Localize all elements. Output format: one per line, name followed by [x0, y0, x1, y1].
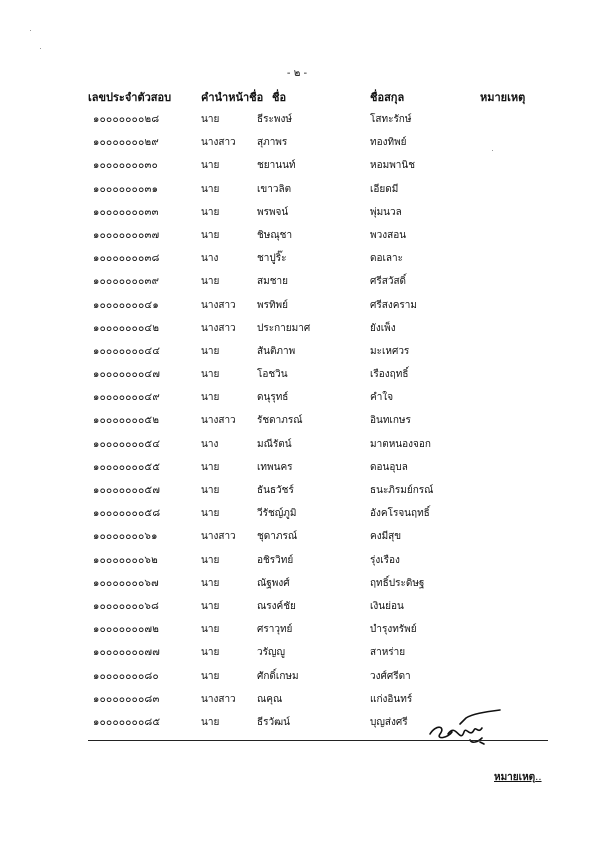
table-row [0, 645, 594, 668]
first-name-cell: เทพนคร [257, 461, 293, 473]
last-name-cell: แก่งอินทร์ [370, 693, 413, 705]
last-name-cell: เรืองฤทธิ์ [370, 369, 409, 381]
title-cell: นาย [201, 461, 220, 473]
first-name-cell: มณีรัตน์ [257, 438, 292, 450]
table-row [0, 576, 594, 599]
last-name-cell: ฤทธิ์ประดิษฐ [370, 577, 425, 589]
last-name-cell: บุญส่งศรี [370, 716, 408, 728]
last-name-cell: ยังเพ็ง [370, 322, 396, 334]
title-cell: นาย [201, 716, 220, 728]
first-name-cell: เขาวลิต [257, 183, 292, 195]
last-name-cell: มาตหนองจอก [370, 438, 431, 450]
exam-id-cell: ๑๐๐๐๐๐๐๐๒๘ [93, 114, 160, 125]
first-name-cell: ธีระพงษ์ [257, 114, 292, 125]
first-name-cell: อชิรวิทย์ [257, 554, 294, 566]
header-title: คำนำหน้าชื่อ [201, 91, 264, 104]
exam-id-cell: ๑๐๐๐๐๐๐๐๕๕ [93, 461, 161, 473]
first-name-cell: ศักดิ์เกษม [257, 670, 299, 682]
title-cell: นาย [201, 485, 220, 496]
footer-note [494, 770, 542, 785]
title-cell: นางสาว [201, 693, 236, 705]
last-name-cell: อังคโรจนฤทธิ์ [370, 508, 430, 520]
last-name-cell: เงินย่อน [370, 600, 404, 612]
header-first-name: ชื่อ [272, 91, 287, 104]
table-row [0, 460, 594, 483]
last-name-cell: คงมีสุข [370, 531, 402, 543]
title-cell: นาง [201, 438, 219, 450]
last-name-cell: ศรีสวัสดิ์ [370, 276, 407, 288]
table-row [0, 437, 594, 460]
table-row [0, 158, 594, 181]
first-name-cell: ชยานนท์ [257, 160, 296, 172]
exam-id-cell: ๑๐๐๐๐๐๐๐๕๗ [93, 485, 161, 496]
last-name-cell: ธนะภิรมย์กรณ์ [370, 485, 434, 496]
footer-note-label: หมายเหตุ [494, 772, 536, 783]
table-row [0, 344, 594, 367]
first-name-cell: ดนุรุทธ์ [257, 392, 289, 404]
page-number: - ๒ - [286, 68, 308, 79]
title-cell: นางสาว [201, 322, 236, 334]
table-row [0, 367, 594, 390]
exam-id-cell: ๑๐๐๐๐๐๐๐๖๒ [93, 554, 159, 566]
exam-id-cell: ๑๐๐๐๐๐๐๐๕๔ [93, 438, 161, 450]
first-name-cell: รัชดาภรณ์ [257, 415, 303, 427]
last-name-cell: บำรุงทรัพย์ [370, 624, 417, 636]
exam-id-cell: ๑๐๐๐๐๐๐๐๓๙ [93, 276, 160, 288]
table-row [0, 390, 594, 413]
last-name-cell: พวงสอน [370, 229, 407, 241]
table-row [0, 669, 594, 692]
exam-id-cell: ๑๐๐๐๐๐๐๐๕๒ [93, 415, 160, 427]
scan-speck [40, 48, 41, 49]
table-row [0, 413, 594, 436]
exam-id-cell: ๑๐๐๐๐๐๐๐๘๐ [93, 670, 159, 682]
last-name-cell: สาหร่าย [370, 647, 406, 659]
first-name-cell: โอชวิน [257, 369, 288, 381]
first-name-cell: ณัฐพงศ์ [257, 577, 290, 589]
table-row [0, 622, 594, 645]
table-row [0, 251, 594, 274]
exam-id-cell: ๑๐๐๐๐๐๐๐๓๑ [93, 183, 159, 195]
title-cell: นาย [201, 600, 220, 612]
last-name-cell: เอียดมี [370, 183, 399, 195]
title-cell: นาย [201, 183, 220, 195]
last-name-cell: ดอเลาะ [370, 253, 404, 265]
exam-id-cell: ๑๐๐๐๐๐๐๐๖๘ [93, 600, 160, 612]
first-name-cell: สุภาพร [257, 137, 288, 149]
last-name-cell: คำใจ [370, 392, 394, 404]
first-name-cell: สันติภาพ [257, 345, 296, 357]
table-row [0, 506, 594, 529]
table-row [0, 112, 594, 135]
last-name-cell: ทองทิพย์ [370, 137, 407, 149]
exam-id-cell: ๑๐๐๐๐๐๐๐๔๙ [93, 392, 160, 404]
title-cell: นาย [201, 554, 220, 566]
last-name-cell: วงศ์ศรีดา [370, 670, 411, 682]
title-cell: นาย [201, 276, 220, 288]
first-name-cell: พรทิพย์ [257, 299, 289, 311]
first-name-cell: พรพจน์ [257, 206, 289, 218]
exam-id-cell: ๑๐๐๐๐๐๐๐๔๒ [93, 322, 160, 334]
exam-id-cell: ๑๐๐๐๐๐๐๐๔๔ [93, 345, 161, 357]
table-row [0, 483, 594, 506]
first-name-cell: ศราวุทย์ [257, 624, 293, 636]
title-cell: นาย [201, 670, 220, 682]
exam-id-cell: ๑๐๐๐๐๐๐๐๗๒ [93, 624, 160, 636]
name-list [0, 112, 594, 738]
title-cell: นาย [201, 229, 220, 241]
exam-id-cell: ๑๐๐๐๐๐๐๐๖๑ [93, 531, 158, 543]
title-cell: นาย [201, 369, 220, 381]
exam-id-cell: ๑๐๐๐๐๐๐๐๓๘ [93, 253, 160, 265]
table-row [0, 135, 594, 158]
header-exam-id: เลขประจำตัวสอบ [88, 91, 172, 104]
first-name-cell: ชิษณุชา [257, 229, 293, 241]
first-name-cell: วีรัชญ์ภูมิ [257, 508, 297, 520]
exam-id-cell: ๑๐๐๐๐๐๐๐๓๓ [93, 206, 159, 218]
title-cell: นางสาว [201, 299, 236, 311]
last-name-cell: หอมพานิช [370, 160, 416, 172]
first-name-cell: สมชาย [257, 276, 288, 288]
title-cell: นาย [201, 345, 220, 357]
first-name-cell: ชุดาภรณ์ [257, 531, 298, 543]
title-cell: นาย [201, 392, 220, 404]
title-cell: นาย [201, 624, 220, 636]
table-row [0, 553, 594, 576]
title-cell: นางสาว [201, 531, 236, 543]
last-name-cell: พุ่มนวล [370, 206, 402, 218]
title-cell: นาย [201, 508, 220, 520]
first-name-cell: ณคุณ [257, 693, 283, 705]
title-cell: นางสาว [201, 415, 236, 427]
table-row [0, 274, 594, 297]
last-name-cell: โสทะรักษ์ [370, 114, 412, 125]
footer-note-dots: .. [535, 772, 542, 783]
table-row [0, 205, 594, 228]
bottom-divider [88, 740, 548, 741]
table-row [0, 599, 594, 622]
first-name-cell: ณรงค์ชัย [257, 600, 296, 612]
exam-id-cell: ๑๐๐๐๐๐๐๐๘๓ [93, 693, 160, 705]
first-name-cell: ประกายมาศ [257, 322, 311, 334]
title-cell: นาง [201, 253, 219, 265]
title-cell: นาย [201, 160, 220, 172]
exam-id-cell: ๑๐๐๐๐๐๐๐๔๗ [93, 369, 161, 381]
scan-speck [492, 150, 493, 151]
first-name-cell: ธีรวัฒน์ [257, 716, 290, 728]
exam-id-cell: ๑๐๐๐๐๐๐๐๓๗ [93, 229, 160, 241]
title-cell: นาย [201, 577, 220, 589]
header-note: หมายเหตุ [480, 91, 526, 104]
table-row [0, 182, 594, 205]
table-row [0, 298, 594, 321]
last-name-cell: มะเหศวร [370, 345, 410, 357]
exam-id-cell: ๑๐๐๐๐๐๐๐๓๐ [93, 160, 159, 172]
header-last-name: ชื่อสกุล [370, 91, 405, 104]
last-name-cell: ดอนอุบล [370, 461, 408, 473]
exam-id-cell: ๑๐๐๐๐๐๐๐๗๗ [93, 647, 161, 659]
table-row [0, 529, 594, 552]
first-name-cell: ชาปูริ๊ะ [257, 253, 287, 265]
exam-id-cell: ๑๐๐๐๐๐๐๐๖๗ [93, 577, 159, 589]
title-cell: นาย [201, 647, 220, 659]
title-cell: นาย [201, 114, 220, 125]
title-cell: นางสาว [201, 137, 236, 149]
first-name-cell: ธันธวัชร์ [257, 485, 294, 496]
exam-id-cell: ๑๐๐๐๐๐๐๐๘๕ [93, 716, 161, 728]
signature [426, 704, 506, 748]
scan-speck [30, 30, 31, 31]
table-row [0, 321, 594, 344]
title-cell: นาย [201, 206, 220, 218]
last-name-cell: ศรีสงคราม [370, 299, 417, 311]
exam-id-cell: ๑๐๐๐๐๐๐๐๒๙ [93, 137, 159, 149]
first-name-cell: วรัญญู [257, 647, 286, 659]
table-row [0, 228, 594, 251]
exam-id-cell: ๑๐๐๐๐๐๐๐๔๑ [93, 299, 159, 311]
last-name-cell: อินทเกษร [370, 415, 411, 427]
exam-id-cell: ๑๐๐๐๐๐๐๐๕๘ [93, 508, 161, 520]
last-name-cell: รุ่งเรือง [370, 554, 400, 566]
